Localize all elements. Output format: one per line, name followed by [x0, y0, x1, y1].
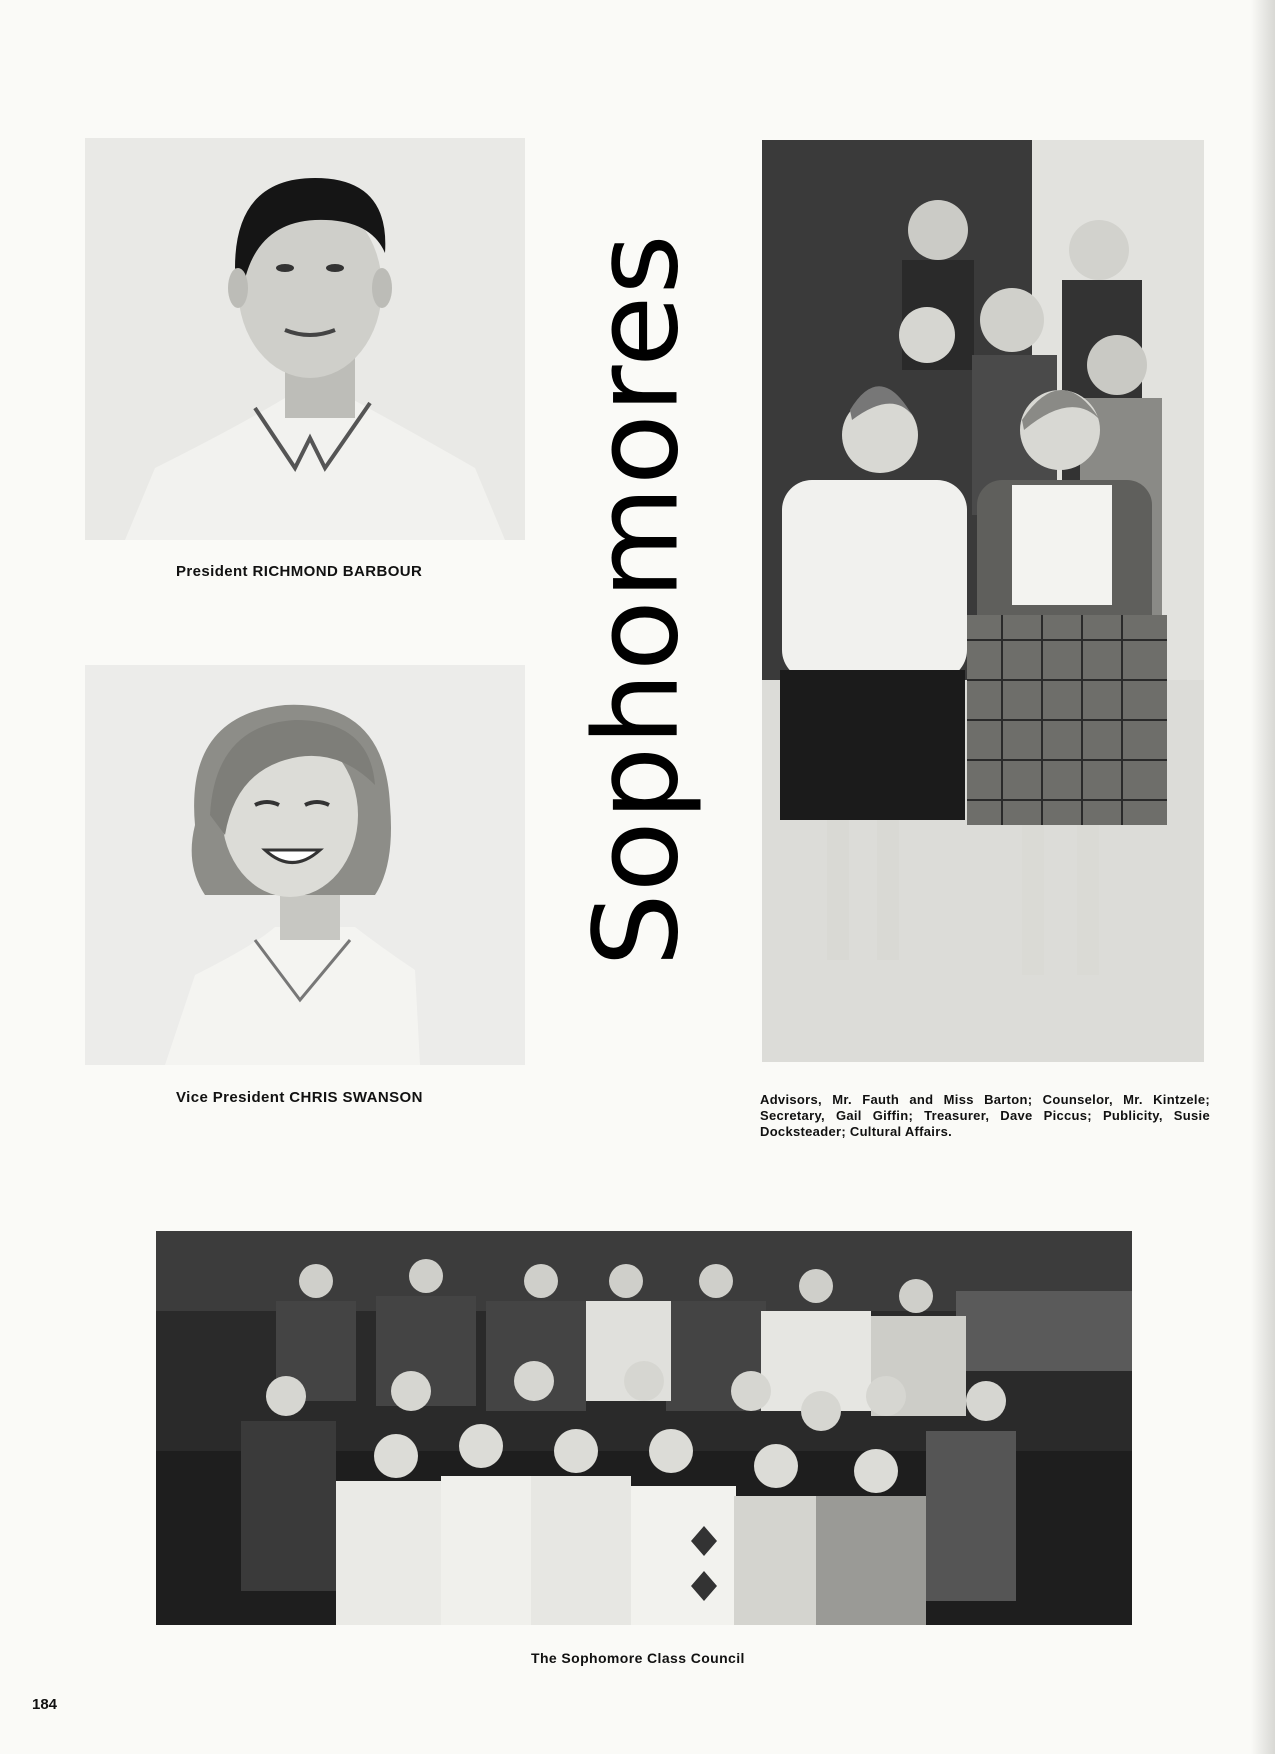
page-number: 184	[32, 1696, 58, 1713]
vice-president-portrait-photo	[85, 665, 525, 1065]
page-edge-shadow	[1251, 0, 1275, 1754]
president-caption: President RICHMOND BARBOUR	[176, 563, 423, 580]
officers-group-photo	[762, 140, 1204, 1062]
class-council-group-photo	[156, 1231, 1132, 1625]
vice-president-caption: Vice President CHRIS SWANSON	[176, 1089, 423, 1106]
council-caption: The Sophomore Class Council	[531, 1650, 745, 1666]
officers-caption: Advisors, Mr. Fauth and Miss Barton; Counselor, Mr. Kintzele; Secretary, Gail Giffin; Treasurer, Dave Piccus; Publicity, Susie Docksteader; Cultural Affairs.	[760, 1092, 1210, 1139]
page-title-text: Sophomores	[569, 233, 705, 967]
page-title	[569, 190, 705, 1010]
president-portrait-photo	[85, 138, 525, 540]
